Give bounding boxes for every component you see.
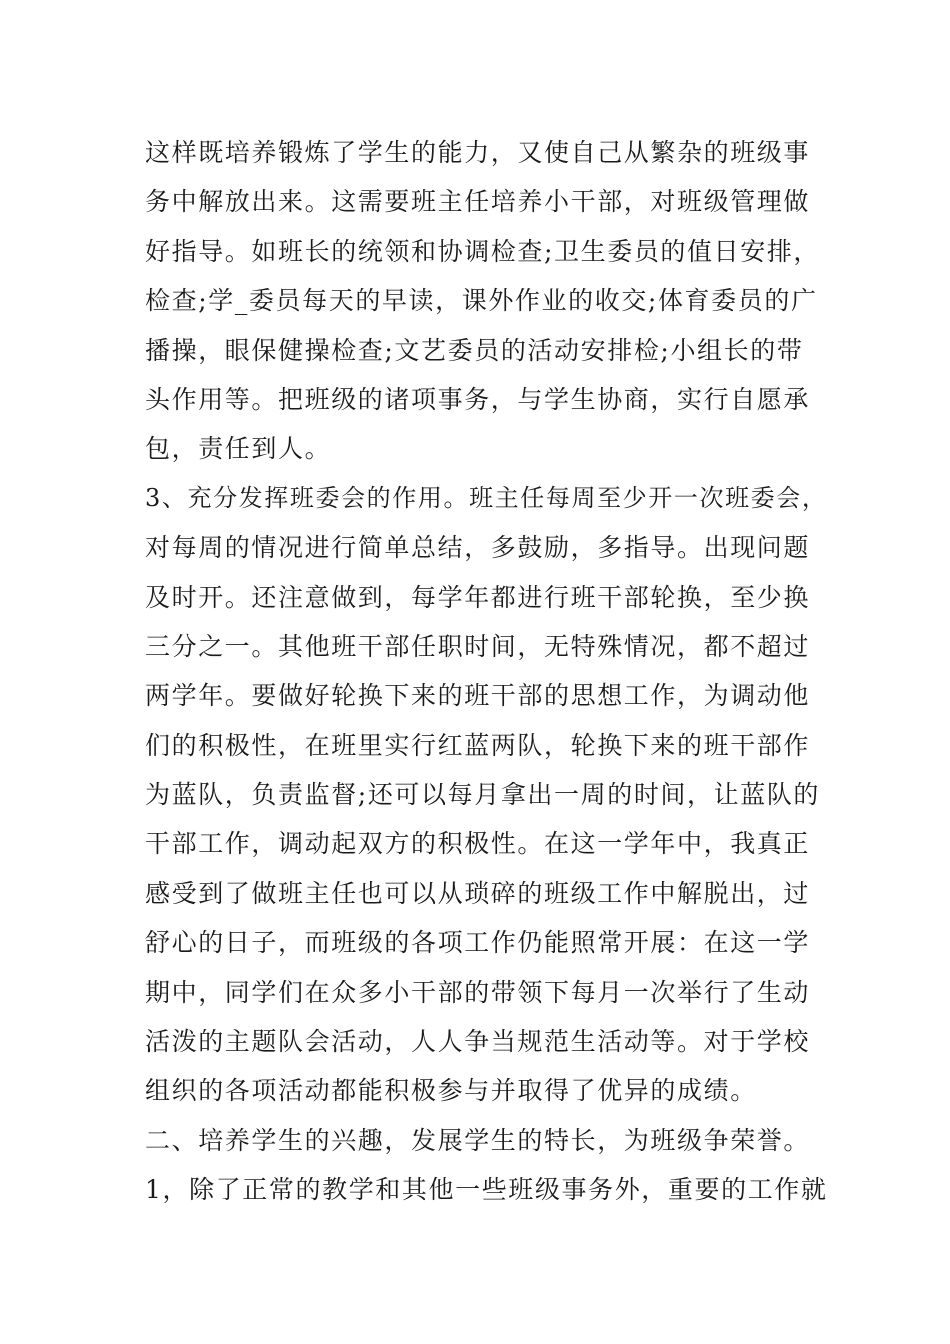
text-line: 务中解放出来。这需要班主任培养小干部，对班级管理做 bbox=[145, 187, 811, 217]
text-line: 这样既培养锻炼了学生的能力，又使自己从繁杂的班级事 bbox=[145, 138, 811, 167]
text-line: 及时开。还注意做到，每学年都进行班干部轮换，至少换 bbox=[145, 582, 811, 612]
text-line: 播操，眼保健操检查;文艺委员的活动安排检;小组长的带 bbox=[145, 335, 804, 365]
text-line: 干部工作，调动起双方的积极性。在这一学年中，我真正 bbox=[145, 829, 811, 859]
text-line: 好指导。如班长的统领和协调检查;卫生委员的值日安排， bbox=[145, 236, 821, 266]
text-line: 1，除了正常的教学和其他一些班级事务外，重要的工作就 bbox=[145, 1175, 828, 1205]
text-line: 感受到了做班主任也可以从琐碎的班级工作中解脱出，过 bbox=[145, 878, 811, 908]
text-line: 为蓝队，负责监督;还可以每月拿出一周的时间，让蓝队的 bbox=[145, 780, 821, 810]
text-line: 两学年。要做好轮换下来的班干部的思想工作，为调动他 bbox=[145, 681, 811, 711]
text-line: 头作用等。把班级的诸项事务，与学生协商，实行自愿承 bbox=[145, 384, 811, 414]
text-line: 舒心的日子，而班级的各项工作仍能照常开展：在这一学 bbox=[145, 928, 811, 958]
text-line: 检查;学_委员每天的早读，课外作业的收交;体育委员的广 bbox=[145, 286, 818, 316]
text-line: 包，责任到人。 bbox=[145, 434, 332, 464]
text-line: 们的积极性，在班里实行红蓝两队，轮换下来的班干部作 bbox=[145, 730, 811, 760]
text-line: 活泼的主题队会活动，人人争当规范生活动等。对于学校 bbox=[145, 1027, 811, 1057]
text-line: 组织的各项活动都能积极参与并取得了优异的成绩。 bbox=[145, 1076, 757, 1106]
text-line: 3、充分发挥班委会的作用。班主任每周至少开一次班委会， bbox=[145, 483, 828, 512]
text-line: 三分之一。其他班干部任职时间，无特殊情况，都不超过 bbox=[145, 631, 811, 661]
text-line: 期中，同学们在众多小干部的带领下每月一次举行了生动 bbox=[145, 977, 811, 1007]
document-body bbox=[145, 128, 835, 1215]
text-line: 对每周的情况进行简单总结，多鼓励，多指导。出现问题 bbox=[145, 533, 811, 563]
text-line: 二、培养学生的兴趣，发展学生的特长，为班级争荣誉。 bbox=[145, 1125, 811, 1155]
